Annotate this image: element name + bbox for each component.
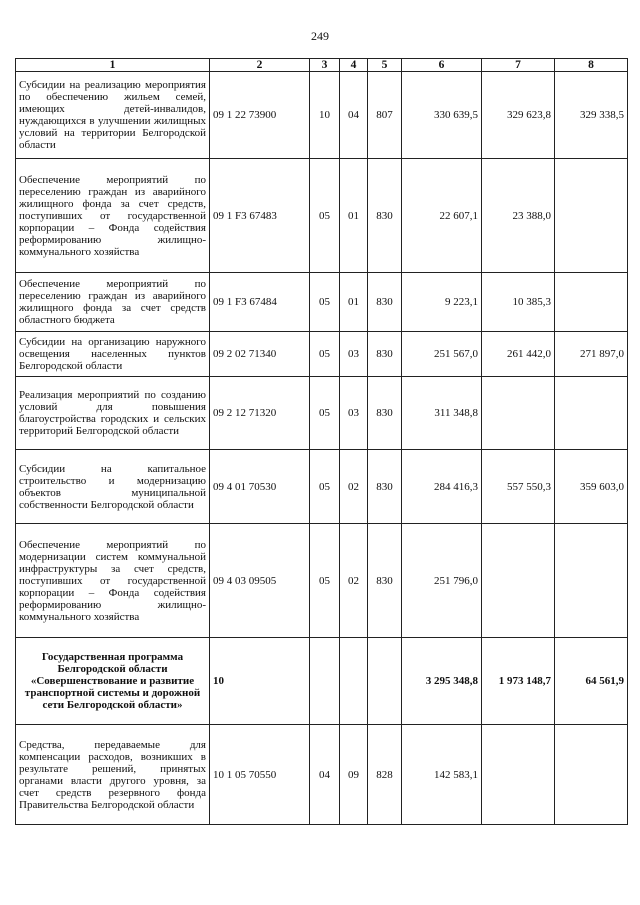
expense-type-code: 807 (368, 72, 402, 159)
amount-col-7: 557 550,3 (482, 450, 555, 524)
table-row (16, 72, 628, 159)
expense-type-code: 830 (368, 450, 402, 524)
col-header-4: 4 (340, 59, 368, 72)
amount-col-7 (482, 377, 555, 450)
budget-code: 09 4 03 09505 (210, 524, 310, 638)
subsection-code: 02 (340, 450, 368, 524)
amount-col-7: 23 388,0 (482, 159, 555, 273)
expense-type-code (368, 638, 402, 725)
col-header-5: 5 (368, 59, 402, 72)
amount-col-6: 251 567,0 (402, 332, 482, 377)
amount-col-6: 330 639,5 (402, 72, 482, 159)
section-code: 05 (310, 450, 340, 524)
section-code: 05 (310, 377, 340, 450)
amount-col-7 (482, 524, 555, 638)
item-name: Средства, передаваемые для компенсации расходов, возникших в результате решений, принятых органами власти другого уровня, за счет средств резервного фонда Правительства Белгородской области (16, 725, 210, 825)
col-header-6: 6 (402, 59, 482, 72)
subsection-code: 01 (340, 273, 368, 332)
budget-code: 09 4 01 70530 (210, 450, 310, 524)
table-row (16, 159, 628, 273)
amount-col-8: 359 603,0 (555, 450, 628, 524)
section-code: 05 (310, 524, 340, 638)
header-row (16, 59, 628, 72)
subsection-code: 04 (340, 72, 368, 159)
item-name: Субсидии на организацию наружного освещения населенных пунктов Белгородской области (16, 332, 210, 377)
expense-type-code: 830 (368, 332, 402, 377)
table-row (16, 725, 628, 825)
table-row (16, 377, 628, 450)
amount-col-6: 9 223,1 (402, 273, 482, 332)
col-header-1: 1 (16, 59, 210, 72)
budget-code: 10 1 05 70550 (210, 725, 310, 825)
amount-col-6: 142 583,1 (402, 725, 482, 825)
subsection-code: 01 (340, 159, 368, 273)
budget-code: 09 1 22 73900 (210, 72, 310, 159)
budget-code: 09 2 02 71340 (210, 332, 310, 377)
amount-col-8 (555, 273, 628, 332)
budget-code: 09 1 F3 67484 (210, 273, 310, 332)
col-header-8: 8 (555, 59, 628, 72)
section-code: 05 (310, 159, 340, 273)
amount-col-6: 22 607,1 (402, 159, 482, 273)
budget-table (15, 58, 628, 825)
subsection-code (340, 638, 368, 725)
amount-col-7: 1 973 148,7 (482, 638, 555, 725)
subsection-code: 02 (340, 524, 368, 638)
col-header-7: 7 (482, 59, 555, 72)
amount-col-6: 251 796,0 (402, 524, 482, 638)
amount-col-7: 261 442,0 (482, 332, 555, 377)
page-number: 249 (311, 29, 329, 43)
amount-col-7: 10 385,3 (482, 273, 555, 332)
program-name: Государственная программа Белгородской области «Совершенствование и развитие транспортной системы и дорожной сети Белгородской области» (16, 638, 210, 725)
amount-col-7 (482, 725, 555, 825)
section-code (310, 638, 340, 725)
table-row (16, 524, 628, 638)
amount-col-8: 271 897,0 (555, 332, 628, 377)
table-row (16, 332, 628, 377)
budget-code: 10 (210, 638, 310, 725)
expense-type-code: 830 (368, 524, 402, 638)
amount-col-8: 64 561,9 (555, 638, 628, 725)
item-name: Обеспечение мероприятий по переселению граждан из аварийного жилищного фонда за счет средств, поступивших от государственной корпорации – Фонда содействия реформированию жилищно-коммунального хозяйства (16, 159, 210, 273)
item-name: Субсидии на капитальное строительство и модернизацию объектов муниципальной собственности Белгородской области (16, 450, 210, 524)
expense-type-code: 830 (368, 159, 402, 273)
budget-code: 09 2 12 71320 (210, 377, 310, 450)
item-name: Обеспечение мероприятий по модернизации систем коммунальной инфраструктуры за счет средств, поступивших от государственной корпорации – Фонда содействия реформированию жилищно-коммунального хозяйства (16, 524, 210, 638)
section-code: 04 (310, 725, 340, 825)
section-code: 05 (310, 273, 340, 332)
amount-col-8 (555, 524, 628, 638)
item-name: Реализация мероприятий по созданию условий для повышения благоустройства городских и сельских территорий Белгородской области (16, 377, 210, 450)
amount-col-8 (555, 159, 628, 273)
table-row-program (16, 638, 628, 725)
expense-type-code: 828 (368, 725, 402, 825)
budget-code: 09 1 F3 67483 (210, 159, 310, 273)
table-row (16, 273, 628, 332)
subsection-code: 09 (340, 725, 368, 825)
section-code: 05 (310, 332, 340, 377)
subsection-code: 03 (340, 377, 368, 450)
amount-col-8: 329 338,5 (555, 72, 628, 159)
amount-col-7: 329 623,8 (482, 72, 555, 159)
amount-col-8 (555, 725, 628, 825)
amount-col-6: 284 416,3 (402, 450, 482, 524)
amount-col-8 (555, 377, 628, 450)
expense-type-code: 830 (368, 273, 402, 332)
subsection-code: 03 (340, 332, 368, 377)
expense-type-code: 830 (368, 377, 402, 450)
col-header-2: 2 (210, 59, 310, 72)
section-code: 10 (310, 72, 340, 159)
amount-col-6: 3 295 348,8 (402, 638, 482, 725)
col-header-3: 3 (310, 59, 340, 72)
item-name: Обеспечение мероприятий по переселению граждан из аварийного жилищного фонда за счет средств областного бюджета (16, 273, 210, 332)
item-name: Субсидии на реализацию мероприятия по обеспечению жильем семей, имеющих детей-инвалидов, нуждающихся в улучшении жилищных условий на территории Белгородской области (16, 72, 210, 159)
amount-col-6: 311 348,8 (402, 377, 482, 450)
table-row (16, 450, 628, 524)
